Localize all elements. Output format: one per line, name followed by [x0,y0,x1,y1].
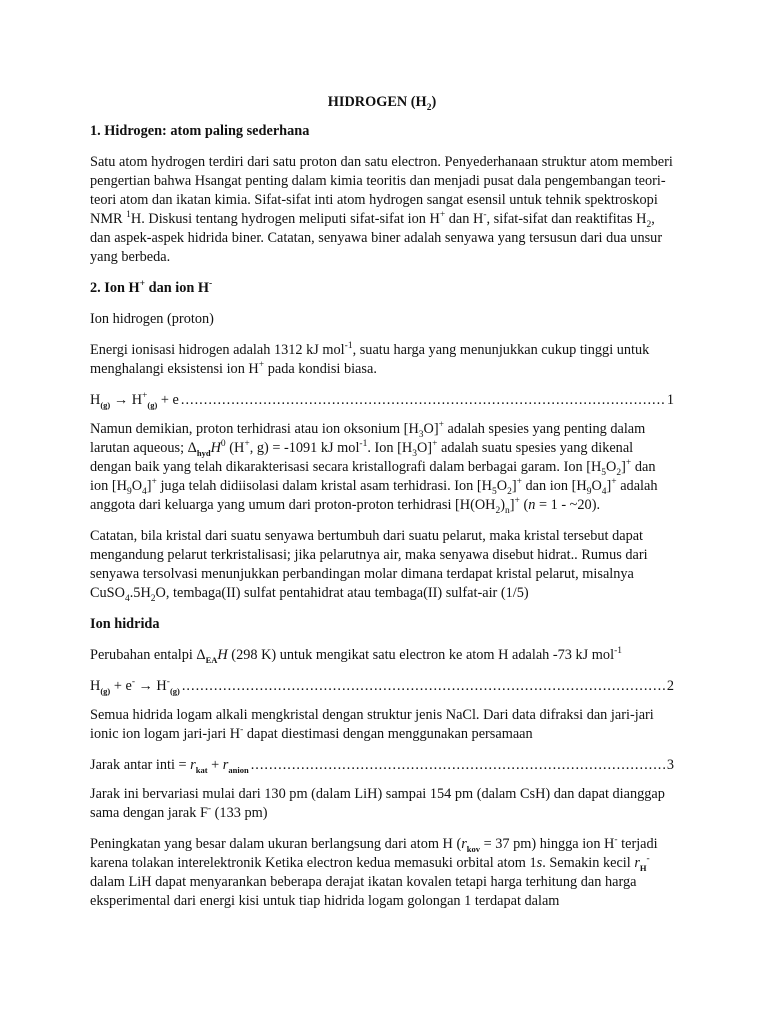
text: dan H [445,211,484,227]
sub: anion [228,764,249,775]
equation-leader-dots [181,391,665,410]
text: .5H [129,585,151,601]
sub: 5 [601,467,607,478]
text: juga telah didiisolasi dalam kristal asam terhidrasi. Ion [H [156,478,492,494]
equation-1 [90,391,674,410]
title-end: ) [431,94,437,110]
italic: r [222,757,229,773]
sup: + [438,420,444,431]
italic: H [210,440,221,456]
text: ] [606,478,612,494]
text: = 37 pm) hingga ion H [480,836,615,852]
sub: H [639,862,647,873]
sup: - [240,725,244,736]
text: Namun demikian, proton terhidrasi atau ion oksonium [H [90,421,419,437]
text: adalah anggota dari keluarga yang umum dari proton-proton terhidrasi [H(OH [90,478,658,513]
text: O [496,478,508,494]
text: Jarak ini bervariasi mulai dari 130 pm (dalam LiH) sampai 154 pm (dalam CsH) dan dapat dianggap sama dengan jarak F [90,786,665,821]
section-hydride-heading: Ion hidrida [90,616,160,632]
sub: 9 [126,486,132,497]
text: . Ion [H [367,440,413,456]
sup: 1 [126,210,131,221]
text: O] [416,440,433,456]
sup: + [244,439,250,450]
sub: kat [195,764,208,775]
sup: + [516,477,522,488]
text: H [90,678,101,694]
text: dan ion H [145,280,210,296]
sub: 4 [142,486,147,497]
italic: s [536,855,543,871]
sub: 3 [418,429,424,440]
text: ] [509,497,515,513]
sub: EA [205,654,218,665]
equation-3-number: 3 [666,757,674,773]
sub: 2 [507,486,512,497]
section-2-heading [90,279,674,298]
title-subscript: 2 [426,102,432,113]
text: . Semakin kecil [542,855,635,871]
sup: - [207,804,212,815]
text: O [591,478,602,494]
sup: - [483,210,487,221]
text: O, tembaga(II) sulfat pentahidrat atau tembaga(II) sulfat-air (1/5) [155,585,529,601]
sup: + [432,439,438,450]
section-1-heading: 1. Hidrogen: atom paling sederhana [90,123,310,139]
proton-subheading: Ion hidrogen (proton) [90,311,214,327]
sub: (g) [147,399,158,410]
title-text: HIDROGEN (H [327,94,427,110]
text: (298 K) untuk mengikat satu electron ke atom H adalah -73 kJ mol [227,647,615,663]
sub: 9 [586,486,592,497]
italic: H [217,647,228,663]
equation-3-expression [90,756,249,775]
sup: -1 [344,341,353,352]
sub: 3 [412,448,417,459]
paragraph-oxonium [90,420,674,515]
paragraph-hydrate-note [90,527,674,603]
text: , dan aspek-aspek hidrida biner. Catatan, senyawa biner adalah senyawa yang tersusun dari dua unsur yang berbeda. [90,211,663,265]
equation-2-number: 2 [666,678,674,694]
text: + e [157,392,179,408]
sup: - [166,677,170,688]
equation-2-expression [90,677,180,696]
text: + [207,757,223,773]
sup: + [514,496,520,507]
sub: 4 [124,593,130,604]
text: dan ion [H [90,459,656,494]
text: 2. Ion H [90,280,140,296]
equation-2 [90,677,674,696]
text: ] [621,459,626,475]
sup: + [611,477,617,488]
equation-1-number: 1 [666,392,674,408]
sub: 5 [492,486,497,497]
sub: 2 [616,467,622,478]
text: Catatan, bila kristal dari suatu senyawa bertumbuh dari suatu pelarut, maka kristal tersebut dapat mengandung pelarut terkristalisasi; jika pelarutnya air, maka senyawa disebut hidrat.. Rumus dari senyawa tersolvasi menunjukkan perbandingan molar dimana terdapat kristal pelarut, misalnya CuSO [90,528,648,601]
sup: + [258,360,265,371]
italic: r [634,855,640,871]
text: Satu atom hydrogen terdiri dari satu proton dan satu electron. Penyederhanaan struktur atom memberi pengertian bahwa Hsangat penting dalam kimia teoritis dan menjadi pusat dala pengembangan teori-teori atom dan ikatan kimia. Sifat-sifat inti atom hydrogen sangat esensil untuk tehnik spektroskopi NMR [90,154,673,227]
sub: hyd [196,447,211,458]
text: O [131,478,143,494]
sup: - [646,854,650,865]
text: H [90,392,101,408]
text: H. Diskusi tentang hydrogen meliputi sifat-sifat ion H [130,211,440,227]
text: + e [110,678,132,694]
italic: r [461,836,467,852]
paragraph-1 [90,153,674,267]
text: dalam LiH dapat menyarankan beberapa derajat ikatan kovalen tetapi harga terhitung dan harga eksperimental dari energi kisi untuk tiap hidrida logam golongan 1 terdapat dalam [90,874,637,909]
text: Peningkatan yang besar dalam ukuran berlangsung dari atom H ( [90,836,462,852]
text: adalah suatu spesies yang dikenal dengan baik yang telah dikarakterisasi secara kristallografi dalam berbagai garam. Ion [H [90,440,634,475]
text: terjadi karena tolakan interelektronik Ketika electron kedua memasuki orbital atom 1 [90,836,658,871]
equation-leader-dots [251,756,665,775]
equation-3 [90,756,674,775]
text: adalah spesies yang penting dalam larutan aqueous; Δ [90,421,646,456]
sup: -1 [359,439,368,450]
sup: + [139,279,146,290]
paragraph-distance [90,785,674,823]
sup: + [142,391,148,402]
sub: 4 [601,486,607,497]
italic: n [528,497,536,513]
equation-leader-dots [182,677,665,696]
text: Perubahan entalpi Δ [90,647,206,663]
text: (133 pm) [211,805,268,821]
paragraph-alkali-hydrides [90,706,674,744]
paragraph-size-increase [90,835,674,911]
text: ] [511,478,517,494]
text: , g) = -1091 kJ mol [249,440,360,456]
italic: r [190,757,196,773]
sub: 2 [150,593,156,604]
sup: + [151,477,157,488]
text: O] [423,421,439,437]
text: dan ion [H [521,478,587,494]
text: pada kondisi biasa. [264,361,377,377]
text: Energi ionisasi hidrogen adalah 1312 kJ mol [90,342,345,358]
text: ( [519,497,529,513]
sub: (g) [169,685,180,696]
text: Jarak antar inti = [90,757,191,773]
text: , sifat-sifat dan reaktifitas H [486,211,647,227]
sub: n [505,505,510,516]
sup: -1 [614,646,622,657]
sub: kov [466,843,481,854]
text: → H [110,392,143,408]
sup: - [209,279,213,290]
sub: 2 [495,505,501,516]
text: dapat diestimasi dengan menggunakan persamaan [243,726,533,742]
equation-1-expression [90,391,179,410]
sup: 0 [220,439,226,450]
sub: (g) [100,685,111,696]
text: ] [146,478,152,494]
sub: (g) [100,399,111,410]
paragraph-enthalpy [90,646,674,665]
text: → H [134,678,167,694]
paragraph-ionization [90,341,674,379]
text: = 1 - ~20). [535,497,601,513]
sup: + [625,458,632,469]
text: ) [500,497,506,513]
text: Semua hidrida logam alkali mengkristal dengan struktur jenis NaCl. Dari data difraksi dan jari-jari ionic ion logam jari-jari H [90,707,654,742]
sub: 2 [646,219,652,230]
sup: + [439,210,446,221]
sup: - [614,835,618,846]
sup: - [131,677,135,688]
text: , suatu harga yang menunjukkan cukup tinggi untuk menghalangi eksistensi ion H [90,342,650,377]
document-title [90,93,674,112]
text: O [606,459,617,475]
text: (H [225,440,245,456]
